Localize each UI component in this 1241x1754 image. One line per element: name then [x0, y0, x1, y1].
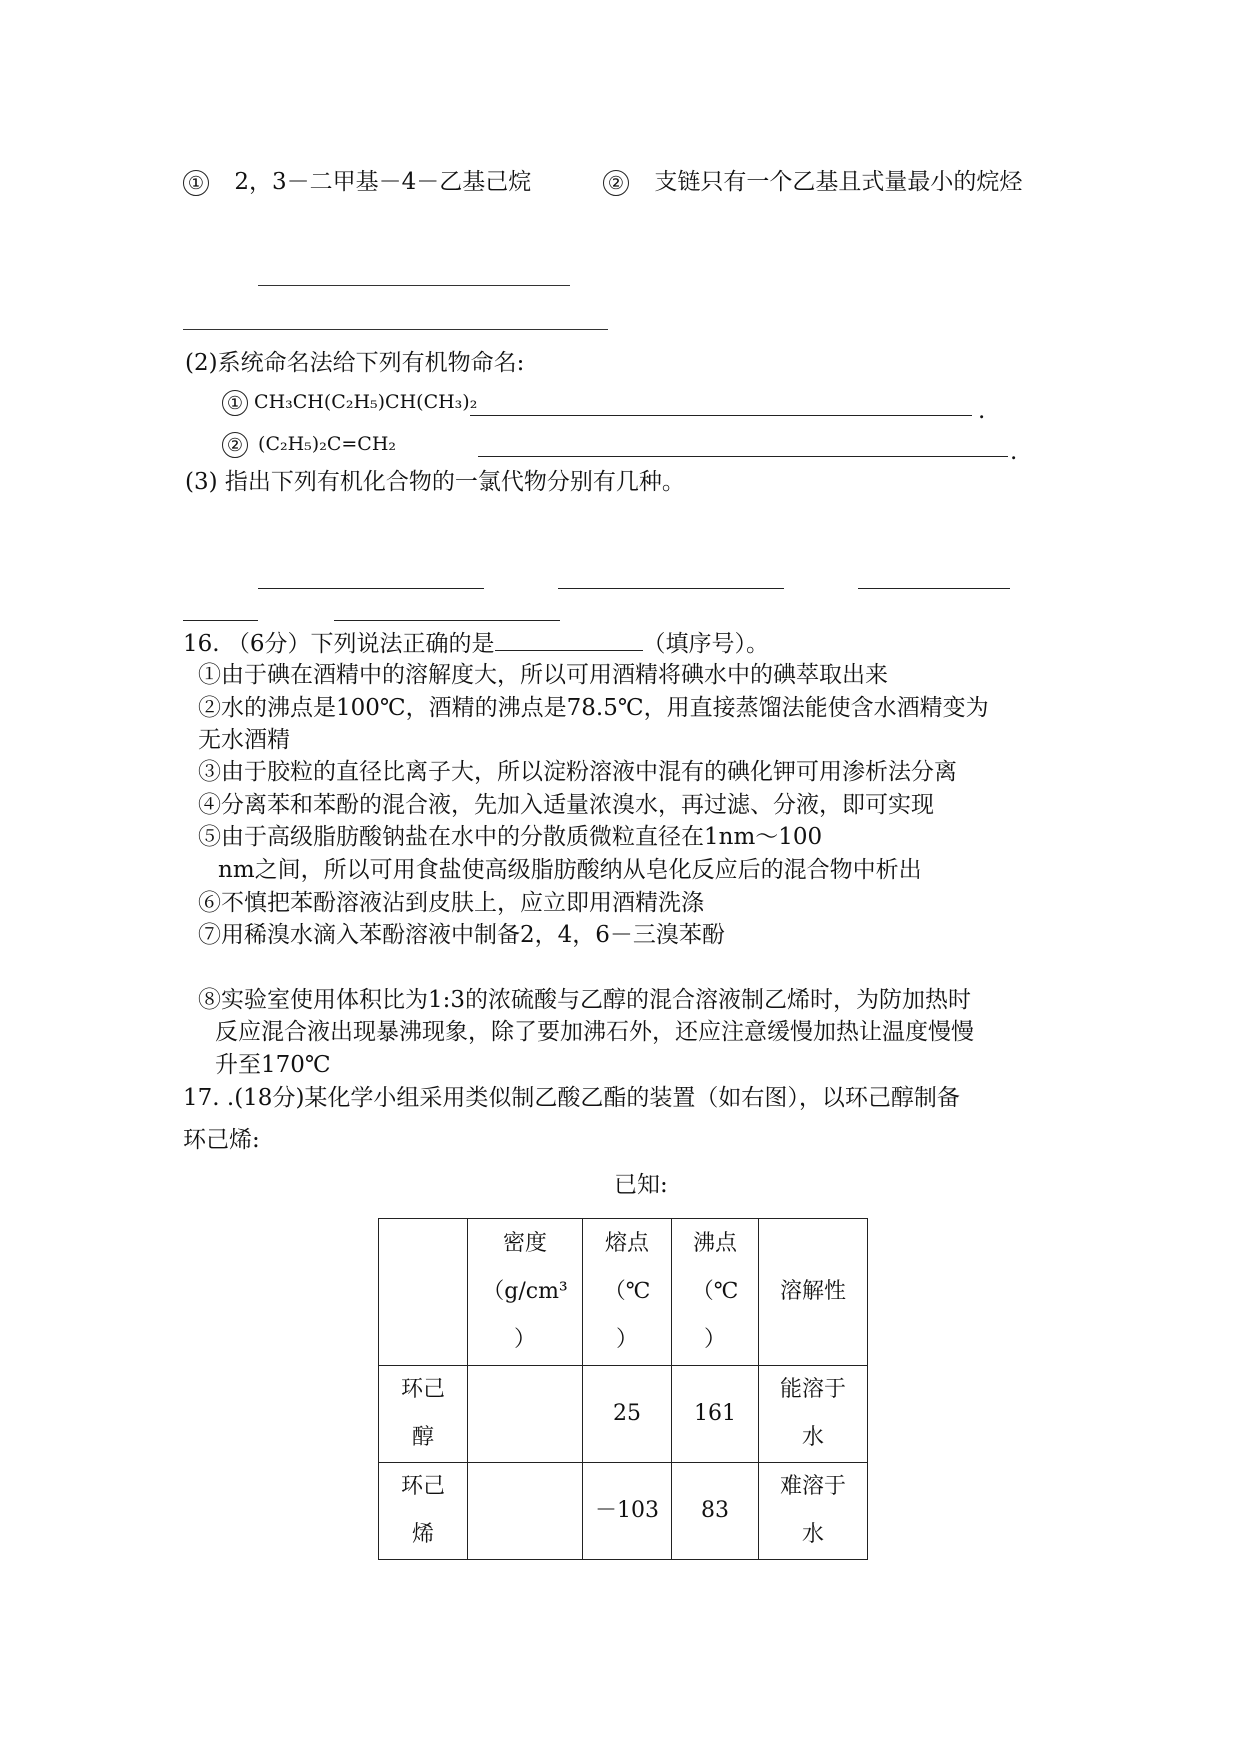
q16-item: ②水的沸点是100℃，酒精的沸点是78.5℃，用直接蒸馏法能使含水酒精变为 — [198, 695, 989, 721]
item2-text: 支链只有一个乙基且式量最小的烷烃 — [654, 169, 1023, 195]
formula-1-number: ① — [222, 390, 248, 416]
part1-line — [183, 167, 531, 197]
period-2: . — [1010, 439, 1018, 465]
q16-item: 无水酒精 — [198, 727, 290, 753]
table-row — [379, 1463, 868, 1560]
answer-blank-3d[interactable] — [183, 620, 258, 621]
part1-line2 — [603, 167, 1022, 197]
q16-item: 升至170℃ — [215, 1052, 331, 1078]
answer-blank-formula-2[interactable] — [478, 456, 1008, 457]
table-cell-name: 环己 醇 — [379, 1366, 468, 1463]
q16-stem-line — [183, 628, 769, 659]
q16-item: ⑦用稀溴水滴入苯酚溶液中制备2，4，6－三溴苯酚 — [198, 922, 725, 948]
q16-stem: 16. （6分）下列说法正确的是 — [183, 631, 495, 657]
table-header-melting-point: 熔点 （℃ ） — [583, 1219, 672, 1366]
period-1: . — [978, 398, 986, 424]
table-header-row — [379, 1219, 868, 1366]
table-header-solubility: 溶解性 — [759, 1219, 868, 1366]
q17-line2: 环己烯: — [183, 1127, 260, 1153]
table-cell-bp: 83 — [672, 1463, 759, 1560]
table-header-boiling-point: 沸点 （℃ ） — [672, 1219, 759, 1366]
answer-blank-3c[interactable] — [858, 588, 1010, 589]
formula-2: (C₂H₅)₂C=CH₂ — [258, 433, 397, 455]
table-cell-mp: 25 — [583, 1366, 672, 1463]
part3-heading: (3) 指出下列有机化合物的一氯代物分别有几种。 — [185, 469, 685, 495]
q16-item: ⑥不慎把苯酚溶液沾到皮肤上，应立即用酒精洗涤 — [198, 890, 704, 916]
formula-1: CH₃CH(C₂H₅)CH(CH₃)₂ — [254, 391, 478, 413]
table-cell-solubility: 能溶于 水 — [759, 1366, 868, 1463]
answer-blank-2[interactable] — [183, 329, 608, 330]
table-cell-mp: －103 — [583, 1463, 672, 1560]
item2-number: ② — [603, 170, 629, 196]
properties-table — [378, 1218, 868, 1560]
table-cell-density — [468, 1463, 583, 1560]
table-cell-density — [468, 1366, 583, 1463]
answer-blank-3e[interactable] — [334, 620, 560, 621]
q17-line1: 17. .(18分)某化学小组采用类似制乙酸乙酯的装置（如右图），以环己醇制备 — [183, 1085, 960, 1111]
formula-1-line — [222, 390, 477, 416]
table-row — [379, 1366, 868, 1463]
q16-item: 反应混合液出现暴沸现象，除了要加沸石外，还应注意缓慢加热让温度慢慢 — [215, 1019, 974, 1045]
q16-item: ⑤由于高级脂肪酸钠盐在水中的分散质微粒直径在1nm～100 — [198, 824, 823, 850]
answer-blank-3a[interactable] — [258, 588, 484, 589]
formula-2-line — [222, 432, 396, 458]
table-cell-solubility: 难溶于 水 — [759, 1463, 868, 1560]
answer-blank-3b[interactable] — [558, 588, 784, 589]
q16-item: ⑧实验室使用体积比为1:3的浓硫酸与乙醇的混合溶液制乙烯时，为防加热时 — [198, 987, 972, 1013]
formula-2-number: ② — [222, 432, 248, 458]
q16-item: ④分离苯和苯酚的混合液，先加入适量浓溴水，再过滤、分液，即可实现 — [198, 792, 934, 818]
table-cell-name: 环己 烯 — [379, 1463, 468, 1560]
table-header-density: 密度 （g/cm³ ） — [468, 1219, 583, 1366]
table-header-blank — [379, 1219, 468, 1366]
q16-item: ①由于碘在酒精中的溶解度大，所以可用酒精将碘水中的碘萃取出来 — [198, 662, 888, 688]
answer-blank-1[interactable] — [258, 285, 570, 286]
q16-item: nm之间，所以可用食盐使高级脂肪酸纳从皂化反应后的混合物中析出 — [218, 857, 922, 883]
q16-stem-tail: （填序号）。 — [642, 631, 770, 657]
table-cell-bp: 161 — [672, 1366, 759, 1463]
part2-heading: (2)系统命名法给下列有机物命名: — [185, 350, 525, 376]
answer-blank-formula-1[interactable] — [470, 415, 972, 416]
q17-known-label: 已知: — [614, 1172, 668, 1198]
item1-text: 2，3－二甲基－4－乙基己烷 — [234, 169, 532, 195]
q16-answer-blank[interactable] — [495, 628, 643, 651]
item1-number: ① — [183, 170, 209, 196]
q16-item: ③由于胶粒的直径比离子大，所以淀粉溶液中混有的碘化钾可用渗析法分离 — [198, 759, 957, 785]
